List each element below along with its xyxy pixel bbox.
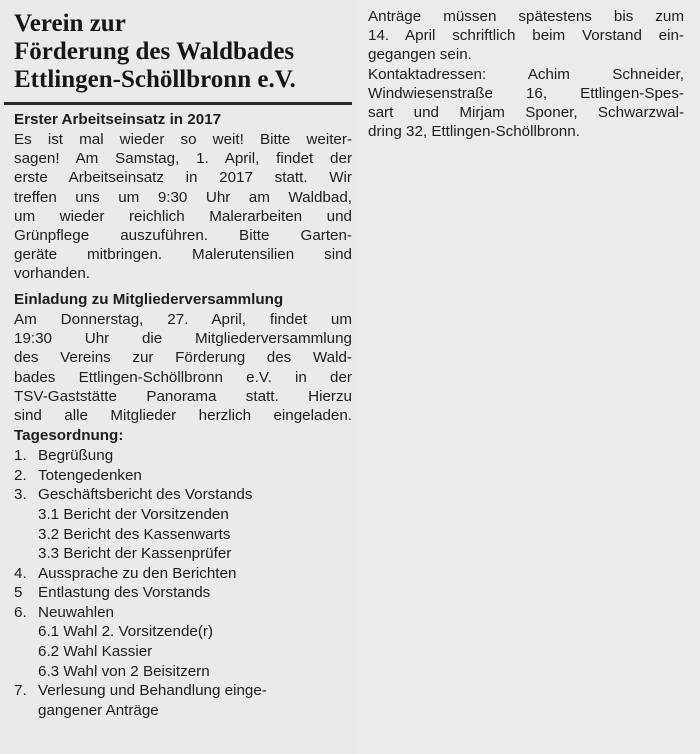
paragraph-line: Anträge müssen spätestens bis zum xyxy=(368,8,684,25)
agenda-item xyxy=(14,603,352,623)
section-arbeitseinsatz xyxy=(14,110,352,284)
paragraph-line: sart und Mirjam Sponer, Schwarzwal- xyxy=(368,103,684,121)
paragraph-line: sind alle Mitglieder herzlich eingeladen. xyxy=(14,406,352,424)
agenda-item-text: gangener Anträge xyxy=(38,701,159,719)
agenda-item xyxy=(14,681,352,701)
agenda-item-number: 3. xyxy=(14,486,27,504)
agenda-item-text: Entlastung des Vorstands xyxy=(38,584,211,602)
agenda-item-text: 6.1 Wahl 2. Vorsitzende(r) xyxy=(38,623,214,641)
agenda-item-text: Verlesung und Behandlung einge- xyxy=(38,682,267,700)
agenda-item-text: Begrüßung xyxy=(38,447,114,465)
title-line-1: Verein zur xyxy=(14,10,126,37)
agenda-item-number: 4. xyxy=(14,564,27,582)
agenda-item-text: 3.1 Bericht der Vorsitzenden xyxy=(38,505,229,523)
section-antraege-kontakt xyxy=(368,7,692,141)
paragraph-line: Grünpflege auszuführen. Bitte Garten- xyxy=(14,226,352,244)
right-column xyxy=(356,0,700,754)
agenda-item xyxy=(14,564,352,584)
agenda-item-text: Neuwahlen xyxy=(38,603,114,621)
agenda-subitem xyxy=(14,701,352,721)
agenda-item xyxy=(14,466,352,486)
agenda-item-number: 1. xyxy=(14,447,27,465)
paragraph-line: dring 32, Ettlingen-Schöllbronn. xyxy=(368,123,580,141)
paragraph-line: Kontaktadressen: Achim Schneider, xyxy=(368,65,684,83)
agenda-subitem xyxy=(14,642,352,662)
paragraph-line: Windwiesenstraße 16, Ettlingen-Spes- xyxy=(368,84,684,102)
agenda-item-text: Aussprache zu den Berichten xyxy=(38,564,237,582)
paragraph-line: bades Ettlingen-Schöllbronn e.V. in der xyxy=(14,368,352,386)
paragraph-line: des Vereins zur Förderung des Wald- xyxy=(14,349,352,367)
paragraph-line: Am Donnerstag, 27. April, findet um xyxy=(14,311,352,328)
agenda-item-number: 7. xyxy=(14,682,27,700)
agenda-subitem xyxy=(14,662,352,682)
article-header xyxy=(4,6,352,105)
agenda-item-number: 2. xyxy=(14,466,27,484)
agenda-heading: Tagesordnung: xyxy=(14,427,124,445)
title-line-3: Ettlingen-Schöllbronn e.V. xyxy=(14,66,296,93)
agenda-subitem xyxy=(14,544,352,564)
agenda-item-number: 5 xyxy=(14,584,23,602)
agenda-subitem xyxy=(14,505,352,525)
agenda-subitem xyxy=(14,525,352,545)
paragraph-line: treffen uns um 9:30 Uhr am Waldbad, xyxy=(14,188,352,206)
agenda-item-text: Totengedenken xyxy=(38,466,142,484)
agenda-item xyxy=(14,446,352,466)
section-heading-arbeitseinsatz: Erster Arbeitseinsatz in 2017 xyxy=(14,111,222,128)
paragraph-line: 14. April schriftlich beim Vorstand ein- xyxy=(368,27,684,45)
paragraph-line: um wieder reichlich Malerarbeiten und xyxy=(14,207,352,225)
agenda-item-number: 6. xyxy=(14,603,27,621)
agenda-item-text: Geschäftsbericht des Vorstands xyxy=(38,486,253,504)
agenda-item-text: 6.2 Wahl Kassier xyxy=(38,643,153,661)
paragraph-line: erste Arbeitseinsatz in 2017 statt. Wir xyxy=(14,169,352,187)
paragraph-line: vorhanden. xyxy=(14,265,90,283)
paragraph-line: sagen! Am Samstag, 1. April, findet der xyxy=(14,150,352,168)
section-heading-einladung: Einladung zu Mitgliederversammlung xyxy=(14,291,284,308)
agenda-item xyxy=(14,485,352,505)
title-line-2: Förderung des Waldbades xyxy=(14,38,295,65)
agenda-item-text: 6.3 Wahl von 2 Beisitzern xyxy=(38,662,210,680)
paragraph-line: 19:30 Uhr die Mitgliederversammlung xyxy=(14,330,352,348)
agenda-list xyxy=(14,446,352,720)
section-einladung xyxy=(14,290,352,720)
paragraph-line: Es ist mal wieder so weit! Bitte weiter- xyxy=(14,131,352,148)
paragraph-line: TSV-Gaststätte Panorama statt. Hierzu xyxy=(14,387,352,405)
paragraph-line: gegangen sein. xyxy=(368,46,472,64)
agenda-item-text: 3.3 Bericht der Kassenprüfer xyxy=(38,545,232,563)
agenda-item xyxy=(14,583,352,603)
agenda-subitem xyxy=(14,622,352,642)
agenda-item-text: 3.2 Bericht des Kassenwarts xyxy=(38,525,231,543)
paragraph-line: geräte mitbringen. Malerutensilien sind xyxy=(14,246,352,264)
